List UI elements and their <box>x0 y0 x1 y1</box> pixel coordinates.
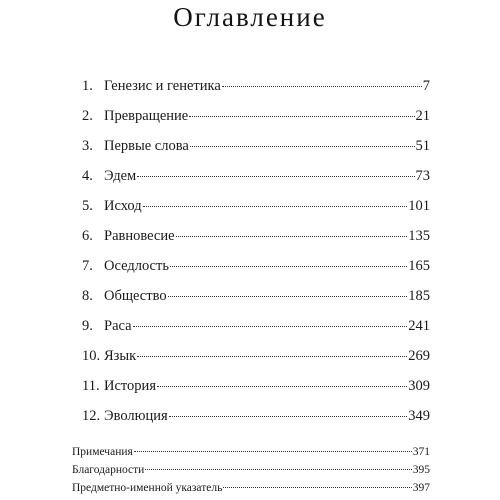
chapter-number: 5. <box>82 198 93 214</box>
chapter-title: Первые слова <box>104 138 189 154</box>
back-matter-list <box>72 446 430 500</box>
toc-entry-2 <box>82 108 430 138</box>
back-matter-page-number: 397 <box>412 482 430 494</box>
chapter-title: Общество <box>104 288 167 304</box>
toc-entry-5 <box>82 198 430 228</box>
chapter-page-number: 165 <box>408 258 430 274</box>
chapter-number: 12. <box>82 408 101 424</box>
chapter-page-number: 269 <box>408 348 430 364</box>
back-matter-page-number: 371 <box>412 446 430 458</box>
dot-leader <box>168 296 408 297</box>
dot-leader <box>134 451 412 452</box>
dot-leader <box>170 266 407 267</box>
chapter-number: 4. <box>82 168 93 184</box>
chapter-title: Превращение <box>104 108 189 124</box>
toc-entry-3 <box>82 138 430 168</box>
chapter-title: Исход <box>104 198 142 214</box>
chapter-title: Генезис и генетика <box>104 78 221 94</box>
dot-leader <box>176 236 408 237</box>
chapter-title: Язык <box>104 348 137 364</box>
chapter-number: 11. <box>82 378 100 394</box>
chapter-title: Равновесие <box>104 228 175 244</box>
chapter-number: 9. <box>82 318 93 334</box>
back-matter-entry-notes <box>72 446 430 464</box>
toc-entry-8 <box>82 288 430 318</box>
dot-leader <box>157 386 407 387</box>
chapter-page-number: 7 <box>422 78 430 94</box>
toc-entry-10 <box>82 348 430 378</box>
dot-leader <box>143 206 408 207</box>
chapter-page-number: 21 <box>415 108 430 124</box>
back-matter-page-number: 395 <box>412 464 430 476</box>
dot-leader <box>189 116 414 117</box>
dot-leader <box>133 326 408 327</box>
chapter-page-number: 135 <box>408 228 430 244</box>
chapter-page-number: 73 <box>415 168 430 184</box>
chapter-number: 2. <box>82 108 93 124</box>
toc-entry-11 <box>82 378 430 408</box>
chapter-number: 8. <box>82 288 93 304</box>
dot-leader <box>190 146 415 147</box>
chapter-title: Оседлость <box>104 258 169 274</box>
chapter-page-number: 349 <box>408 408 430 424</box>
chapter-page-number: 185 <box>408 288 430 304</box>
chapter-number: 1. <box>82 78 93 94</box>
toc-entry-1 <box>82 78 430 108</box>
toc-entry-4 <box>82 168 430 198</box>
dot-leader <box>169 416 408 417</box>
dot-leader <box>137 176 414 177</box>
toc-entry-12 <box>82 408 430 438</box>
chapter-number: 3. <box>82 138 93 154</box>
back-matter-title: Предметно-именной указатель <box>72 482 223 494</box>
back-matter-entry-acknowledgements <box>72 464 430 482</box>
table-of-contents <box>82 78 430 438</box>
back-matter-title: Благодарности <box>72 464 145 476</box>
toc-entry-6 <box>82 228 430 258</box>
back-matter-entry-index <box>72 482 430 500</box>
chapter-title: История <box>104 378 156 394</box>
chapter-page-number: 309 <box>408 378 430 394</box>
dot-leader <box>222 86 422 87</box>
dot-leader <box>223 487 411 488</box>
page-title: Оглавление <box>173 2 327 32</box>
chapter-title: Эдем <box>104 168 137 184</box>
chapter-page-number: 101 <box>408 198 430 214</box>
back-matter-title: Примечания <box>72 446 133 458</box>
dot-leader <box>137 356 407 357</box>
chapter-title: Раса <box>104 318 132 334</box>
toc-entry-7 <box>82 258 430 288</box>
chapter-number: 6. <box>82 228 93 244</box>
chapter-page-number: 241 <box>408 318 430 334</box>
dot-leader <box>145 469 411 470</box>
chapter-page-number: 51 <box>415 138 430 154</box>
toc-entry-9 <box>82 318 430 348</box>
chapter-number: 10. <box>82 348 101 364</box>
chapter-title: Эволюция <box>104 408 168 424</box>
chapter-number: 7. <box>82 258 93 274</box>
